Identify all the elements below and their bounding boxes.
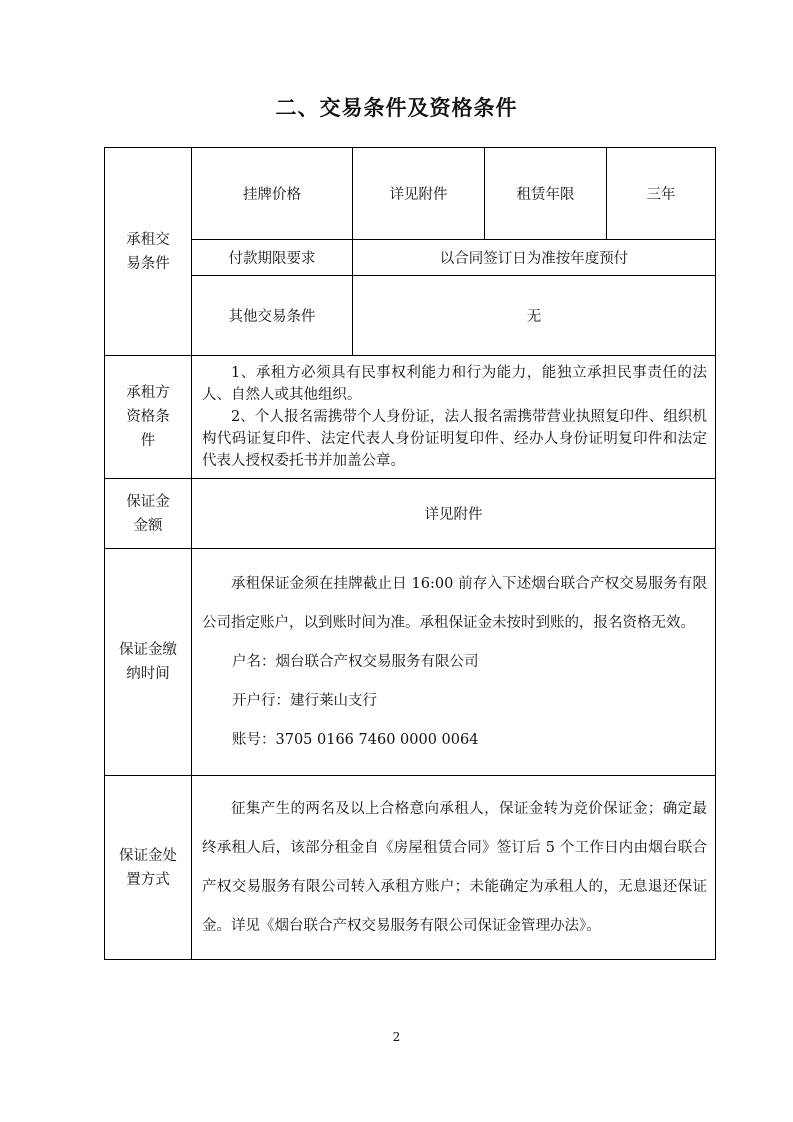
lease-term-label: 租赁年限 [485, 148, 607, 240]
deposit-amount-header-text: 保证金金额 [126, 493, 170, 534]
payment-label: 付款期限要求 [192, 240, 353, 276]
trade-conditions-header [105, 148, 192, 356]
table-row [105, 148, 716, 240]
table-row [105, 276, 716, 356]
account-name: 户名：烟台联合产权交易服务有限公司 [232, 653, 479, 670]
qualification-header-text: 承租方资格条件 [126, 385, 170, 449]
lease-term-value: 三年 [607, 148, 716, 240]
qualification-content [192, 356, 716, 479]
table-row [105, 479, 716, 549]
table-row [105, 549, 716, 776]
other-conditions-label: 其他交易条件 [192, 276, 353, 356]
qualification-header [105, 356, 192, 479]
conditions-table [104, 147, 716, 960]
payment-value: 以合同签订日为准按年度预付 [353, 240, 716, 276]
deposit-handling-paragraph: 征集产生的两名及以上合格意向承租人，保证金转为竞价保证金；确定最终承租人后，该部分租金自《房屋租赁合同》签订后 5 个工作日内由烟台联合产权交易服务有限公司转入承租方账户；未能确定为承租人的，无息退还保证金。详见《烟台联合产权交易服务有限公司保证金管理办法》。 [202, 800, 707, 934]
deposit-handling-header [105, 776, 192, 960]
table-row [105, 240, 716, 276]
page-number: 2 [392, 1030, 401, 1044]
listing-price-label: 挂牌价格 [192, 148, 353, 240]
qualification-paragraph-2: 2、个人报名需携带个人身份证，法人报名需携带营业执照复印件、组织机构代码证复印件、法定代表人身份证明复印件、经办人身份证明复印件和法定代表人授权委托书并加盖公章。 [202, 409, 707, 469]
deposit-amount-value: 详见附件 [192, 479, 716, 549]
account-number: 账号：3705 0166 7460 0000 0064 [232, 731, 479, 748]
deposit-time-content [192, 549, 716, 776]
deposit-time-header-text: 保证金缴纳时间 [119, 642, 177, 682]
deposit-time-paragraph: 承租保证金须在挂牌截止日 16:00 前存入下述烟台联合产权交易服务有限公司指定账户，以到账时间为准。承租保证金未按时到账的，报名资格无效。 [202, 575, 707, 631]
deposit-handling-content [192, 776, 716, 960]
deposit-time-header [105, 549, 192, 776]
table-row [105, 776, 716, 960]
listing-price-value: 详见附件 [353, 148, 485, 240]
deposit-amount-header [105, 479, 192, 549]
qualification-paragraph-1: 1、承租方必须具有民事权利能力和行为能力，能独立承担民事责任的法人、自然人或其他组织。 [202, 365, 707, 403]
page-title: 二、交易条件及资格条件 [275, 96, 518, 120]
bank-name: 开户行：建行莱山支行 [232, 692, 377, 709]
deposit-handling-header-text: 保证金处置方式 [119, 847, 177, 888]
table-row [105, 356, 716, 479]
trade-conditions-header-text: 承租交易条件 [126, 231, 170, 272]
other-conditions-value: 无 [353, 276, 716, 356]
